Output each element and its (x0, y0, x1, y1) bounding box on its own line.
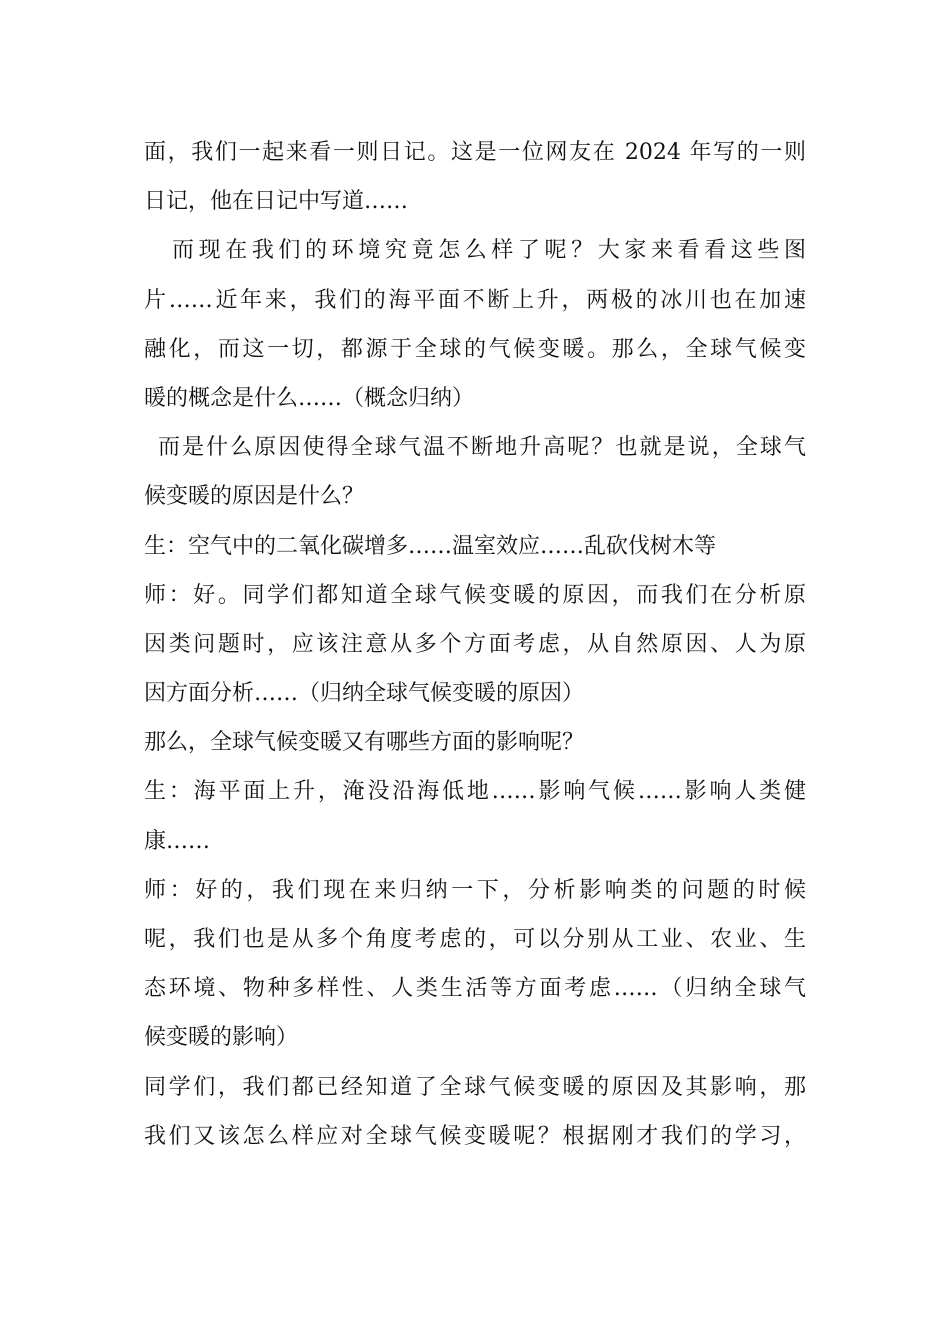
text-line: 因方面分析……（归纳全球气候变暖的原因） (144, 681, 585, 707)
text-line: 师：好。同学们都知道全球气候变暖的原因，而我们在分析原 (144, 582, 806, 608)
text-line: 呢，我们也是从多个角度考虑的，可以分别从工业、农业、生 (144, 927, 806, 952)
text-line: 康…… (144, 828, 211, 854)
text-line: 我们又该怎么样应对全球气候变暖呢？根据刚才我们的学习， (144, 1123, 806, 1149)
text-line: 那么，全球气候变暖又有哪些方面的影响呢？ (144, 730, 585, 756)
text-line: 日记，他在日记中写道…… (144, 189, 409, 215)
text-line: 暖的概念是什么……（概念归纳） (144, 385, 475, 411)
text-line: 而是什么原因使得全球气温不断地升高呢？也就是说，全球气 (158, 435, 806, 461)
text-line: 面，我们一起来看一则日记。这是一位网友在 2024 年写的一则 (144, 140, 806, 165)
text-line: 态环境、物种多样性、人类生活等方面考虑……（归纳全球气 (144, 976, 806, 1002)
text-line: 片……近年来，我们的海平面不断上升，两极的冰川也在加速 (144, 287, 806, 313)
text-line: 而现在我们的环境究竟怎么样了呢？大家来看看这些图 (172, 238, 806, 264)
text-line: 候变暖的影响） (144, 1025, 299, 1051)
text-line: 因类问题时，应该注意从多个方面考虑，从自然原因、人为原 (144, 631, 806, 657)
document-body (144, 128, 806, 1161)
text-line: 生：空气中的二氧化碳增多……温室效应……乱砍伐树木等 (144, 533, 717, 559)
text-line: 同学们，我们都已经知道了全球气候变暖的原因及其影响，那 (144, 1074, 806, 1100)
text-line: 生：海平面上升，淹没沿海低地……影响气候……影响人类健 (144, 779, 806, 805)
text-line: 候变暖的原因是什么？ (144, 484, 365, 510)
text-line: 融化，而这一切，都源于全球的气候变暖。那么，全球气候变 (144, 336, 806, 362)
text-line: 师：好的，我们现在来归纳一下，分析影响类的问题的时候 (144, 877, 806, 903)
